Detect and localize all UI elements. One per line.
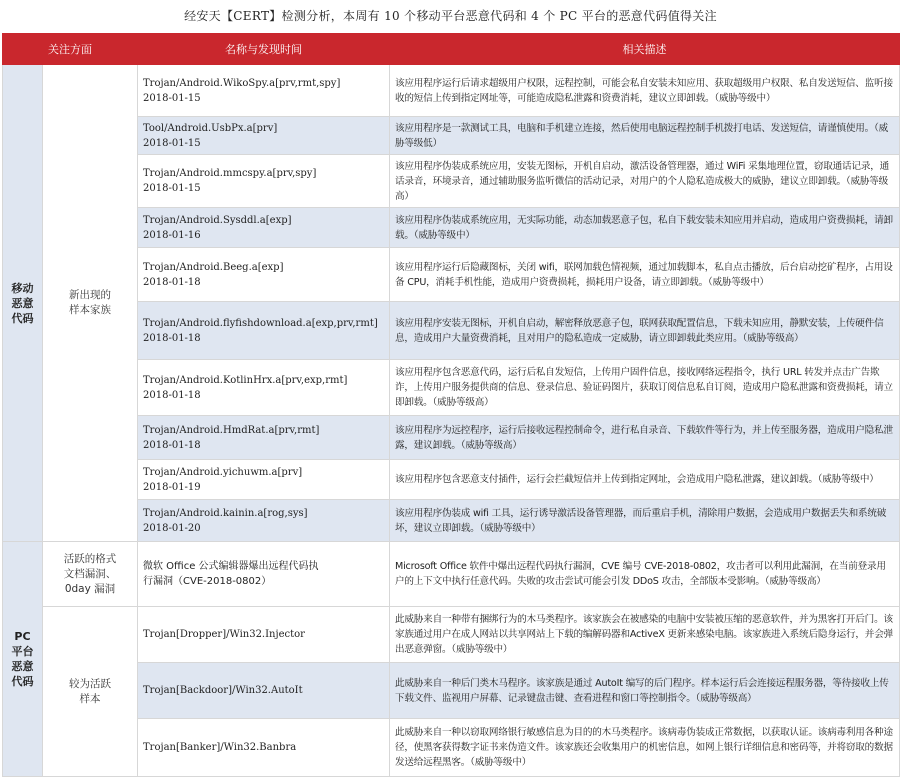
malware-description: 此威胁来自一种后门类木马程序。该家族是通过 AutoIt 编写的后门程序。样本运行后会连接远程服务器，等待接收上传下载文件、监视用户屏幕、记录键盘击键、查看进程和窗口等控制指令。（威胁等级高） xyxy=(390,663,900,719)
table-row xyxy=(3,663,900,719)
malware-description: 该应用程序为远控程序，运行后接收远程控制命令，进行私自录音、下载软件等行为，并上传至服务器，造成用户隐私泄露，建议卸载。（威胁等级高） xyxy=(390,416,900,460)
discovery-date: 2018-01-18 xyxy=(143,332,201,344)
header-name-date: 名称与发现时间 xyxy=(138,34,390,65)
malware-description: 该应用程序是一款测试工具，电脑和手机建立连接，然后使用电脑远程控制手机拨打电话、发送短信，请谨慎使用。（威胁等级低） xyxy=(390,117,900,155)
malware-description: 该应用程序伪装成 wifi 工具，运行诱导激活设备管理器，而后重启手机，清除用户数据，会造成用户数据丢失和系统破坏，建议立即卸载。（威胁等级中） xyxy=(390,500,900,542)
discovery-date: 2018-01-16 xyxy=(143,229,201,241)
malware-name-cell xyxy=(138,460,390,500)
table-row xyxy=(3,416,900,460)
malware-name-cell xyxy=(138,117,390,155)
malware-name: Trojan[Banker]/Win32.Banbra xyxy=(143,742,297,753)
malware-name-cell xyxy=(138,607,390,663)
discovery-date: 2018-01-18 xyxy=(143,389,201,401)
malware-name-cell xyxy=(138,542,390,607)
page-title: 经安天【CERT】检测分析，本周有 10 个移动平台恶意代码和 4 个 PC 平台的恶意代码值得关注 xyxy=(184,9,717,23)
table-row xyxy=(3,500,900,542)
malware-name: Trojan[Backdoor]/Win32.AutoIt xyxy=(143,685,303,696)
discovery-date: 2018-01-19 xyxy=(143,481,201,493)
table-row xyxy=(3,302,900,360)
malware-description: 此威胁来自一种带有捆绑行为的木马类程序。该家族会在被感染的电脑中安装被压缩的恶意软件，并为黑客打开后门。该家族通过用户在成人网站以共享网站上下载的编解码器和ActiveX 更新来感染电脑。该家族进入系统后隐身运行，并会弹出恶意弹窗。（威胁等级中） xyxy=(390,607,900,663)
malware-description: 该应用程序包含恶意支付插件，运行会拦截短信并上传到指定网址，会造成用户隐私泄露，建议卸载。（威胁等级中） xyxy=(390,460,900,500)
table-row xyxy=(3,208,900,248)
malware-name-cell xyxy=(138,500,390,542)
malware-description: 该应用程序运行后隐藏图标，关闭 wifi，联网加载色情视频，通过加载脚本，私自点击播放，后台启动挖矿程序，占用设备 CPU，消耗手机性能，造成用户资费损耗，损耗用户设备，请立即卸载。（威胁等级中） xyxy=(390,248,900,302)
malware-name: Trojan/Android.KotlinHrx.a[prv,exp,rmt] xyxy=(143,374,348,386)
header-focus: 关注方面 xyxy=(3,34,138,65)
malware-name: Trojan/Android.kainin.a[rog,sys] xyxy=(143,507,308,519)
discovery-date: 2018-01-15 xyxy=(143,183,201,194)
discovery-date: 2018-01-15 xyxy=(143,92,201,104)
malware-name-cell xyxy=(138,719,390,777)
table-row xyxy=(3,360,900,416)
malware-name-cell xyxy=(138,248,390,302)
category-mobile: 移动 恶意 代码 xyxy=(3,65,43,542)
malware-description: 该应用程序运行后请求超级用户权限，远程控制，可能会私自安装未知应用、获取超级用户权限、私自发送短信、监听接收的短信上传到指定网址等，可能造成隐私泄露和资费消耗，建议立即卸载。（威胁等级中） xyxy=(390,65,900,117)
discovery-date: 2018-01-18 xyxy=(143,439,201,451)
header-description: 相关描述 xyxy=(390,34,900,65)
discovery-date: 2018-01-20 xyxy=(143,522,201,534)
malware-name-cell xyxy=(138,208,390,248)
malware-name-cell xyxy=(138,155,390,208)
malware-name-cell xyxy=(138,663,390,719)
malware-name: Trojan/Android.Beeg.a[exp] xyxy=(143,261,284,273)
malware-description: 该应用程序包含恶意代码，运行后私自发短信，上传用户固件信息，接收网络远程指令，执行 URL 转发并点击广告欺诈，上传用户服务提供商的信息、登录信息、验证码图片，获取订阅信息私自订阅，造成用户隐私泄露和资费损耗，请立即卸载。（威胁等级高） xyxy=(390,360,900,416)
malware-description: Microsoft Office 软件中爆出远程代码执行漏洞，CVE 编号 CVE-2018-0802，攻击者可以利用此漏洞，在当前登录用户的上下文中执行任意代码。失败的攻击尝试可能会引发 DDoS 攻击，全部版本受影响。（威胁等级高） xyxy=(390,542,900,607)
malware-name-cell xyxy=(138,302,390,360)
malware-description: 该应用程序安装无图标，开机自启动，解密释放恶意子包，联网获取配置信息，下载未知应用，静默安装，上传硬件信息，造成用户大量资费消耗，且对用户的隐私造成一定威胁，请立即卸载此类应用。（威胁等级高） xyxy=(390,302,900,360)
malware-name-cell xyxy=(138,360,390,416)
malware-name: Trojan/Android.WikoSpy.a[prv,rmt,spy] xyxy=(143,77,341,89)
malware-table xyxy=(2,33,900,777)
malware-name: Trojan/Android.Sysddl.a[exp] xyxy=(143,214,292,226)
malware-name: Tool/Android.UsbPx.a[prv] xyxy=(143,122,278,134)
table-row xyxy=(3,65,900,117)
malware-name: Trojan/Android.mmcspy.a[prv,spy] xyxy=(143,168,317,179)
table-row xyxy=(3,117,900,155)
malware-name-cell xyxy=(138,416,390,460)
table-row xyxy=(3,607,900,663)
table-row xyxy=(3,155,900,208)
group-active-samples: 较为活跃 样本 xyxy=(43,607,138,777)
table-header xyxy=(3,34,900,65)
malware-description: 此威胁来自一种以窃取网络银行敏感信息为目的的木马类程序。该病毒伪装成正常数据，以获取认证。该病毒利用各种途径，使黑客获得数字证书来伪造文件。该家族还会收集用户的机密信息，如网上银行详细信息和密码等，并将窃取的数据发送给远程黑客。（威胁等级中） xyxy=(390,719,900,777)
table-row xyxy=(3,542,900,607)
malware-name: Trojan/Android.yichuwm.a[prv] xyxy=(143,466,303,478)
malware-name: Trojan[Dropper]/Win32.Injector xyxy=(143,629,305,640)
malware-description: 该应用程序伪装成系统应用，安装无图标，开机自启动，激活设备管理器，通过 WiFi 采集地理位置，窃取通话记录，通话录音，环境录音，通过辅助服务监听微信的活动记录，对用户的个人隐私造成极大的威胁，建议立即卸载。（威胁等级高） xyxy=(390,155,900,208)
table-row xyxy=(3,248,900,302)
table-row xyxy=(3,719,900,777)
discovery-date: 2018-01-15 xyxy=(143,137,201,149)
table-row xyxy=(3,460,900,500)
category-pc: PC 平台 恶意 代码 xyxy=(3,542,43,777)
discovery-date: 2018-01-18 xyxy=(143,276,201,288)
malware-name: Trojan/Android.flyfishdownload.a[exp,prv,rmt] xyxy=(143,317,378,329)
malware-description: 该应用程序伪装成系统应用，无实际功能，动态加载恶意子包，私自下载安装未知应用并启动，造成用户资费损耗，请卸载。（威胁等级中） xyxy=(390,208,900,248)
malware-name: Trojan/Android.HmdRat.a[prv,rmt] xyxy=(143,424,320,436)
malware-name-cell xyxy=(138,65,390,117)
group-new-families: 新出现的 样本家族 xyxy=(43,65,138,542)
malware-name: 微软 Office 公式编辑器爆出远程代码执 行漏洞（CVE-2018-0802） xyxy=(143,561,319,587)
group-vulnerabilities: 活跃的格式 文档漏洞、 0day 漏洞 xyxy=(43,542,138,607)
